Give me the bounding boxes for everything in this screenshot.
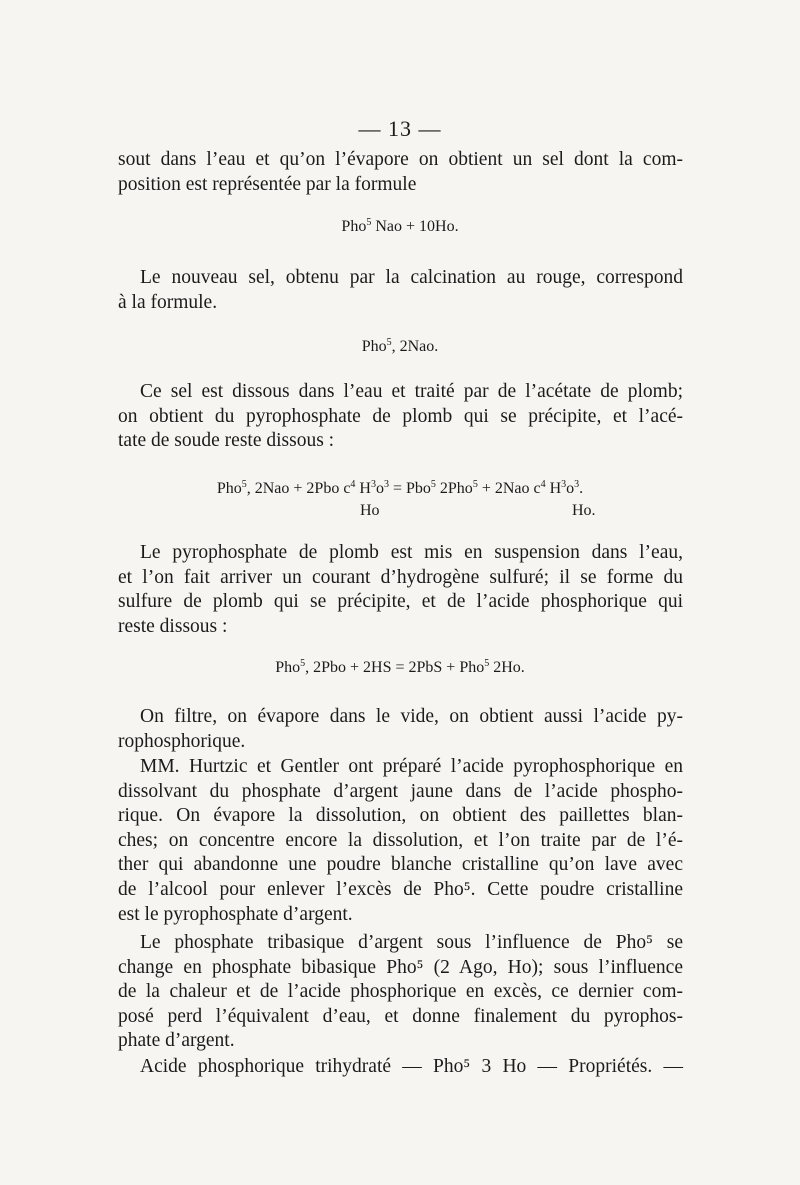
formula-3: Pho$^5$, 2Nao + 2Pbo $c^4$ $H^3o^3 = Pbo^5$ 2Pho$^5$ + 2Nao $c^4$ $H^3o^3$. bbox=[216, 479, 584, 497]
text-line: Le nouveau sel, obtenu par la calcination au rouge, correspond bbox=[140, 267, 683, 288]
text-line: est le pyrophosphate d’argent. bbox=[118, 903, 353, 925]
text-line: on obtient du pyrophosphate de plomb qui se précipite, et l’acé- bbox=[118, 405, 683, 427]
text-line: Ce sel est dissous dans l’eau et traité par de l’acétate de plomb; bbox=[140, 381, 683, 402]
text-line: tate de soude reste dissous : bbox=[118, 430, 335, 452]
paragraph-5 bbox=[118, 705, 683, 754]
text-line: rophosphorique. bbox=[118, 730, 246, 752]
text-line: ches; on concentre encore la dissolution, et l’on traite par de l’é- bbox=[118, 829, 683, 851]
paragraph-2 bbox=[118, 266, 683, 315]
page-number: — 13 — bbox=[358, 116, 442, 141]
text-line: On filtre, on évapore dans le vide, on obtient aussi l’acide py- bbox=[140, 706, 683, 727]
paragraph-8 bbox=[118, 1055, 683, 1080]
text-line: MM. Hurtzic et Gentler ont préparé l’acide pyrophosphorique en bbox=[140, 756, 683, 777]
text-line: change en phosphate bibasique Pho⁵ (2 Ago, Ho); sous l’influence bbox=[118, 956, 683, 978]
text-line: posé perd l’équivalent d’eau, et donne finalement du pyrophos- bbox=[118, 1005, 683, 1027]
text-line: dissolvant du phosphate d’argent jaune dans de l’acide phospho- bbox=[118, 780, 683, 802]
formula-3-subscript-right: Ho. bbox=[572, 502, 596, 519]
text-line: à la formule. bbox=[118, 291, 218, 313]
text-line: sout dans l’eau et qu’on l’évapore on obtient un sel dont la com- bbox=[118, 149, 683, 170]
paragraph-6 bbox=[118, 755, 683, 927]
paragraph-7 bbox=[118, 931, 683, 1054]
text-line: sulfure de plomb qui se précipite, et de l’acide phosphorique qui bbox=[118, 591, 683, 613]
text-line: Le phosphate tribasique d’argent sous l’influence de Pho⁵ se bbox=[140, 932, 683, 953]
paragraph-4 bbox=[118, 541, 683, 639]
text-line: position est représentée par la formule bbox=[118, 173, 417, 195]
formula-1: Pho$^5$ Nao + 10Ho. bbox=[341, 217, 459, 235]
text-line: reste dissous : bbox=[118, 615, 228, 637]
formula-2: Pho$^5$, 2Nao. bbox=[361, 337, 439, 355]
formula-3-subscript-left: Ho bbox=[360, 502, 380, 519]
text-line: Acide phosphorique trihydraté — Pho⁵ 3 Ho — Propriétés. — bbox=[140, 1056, 683, 1077]
formula-4: Pho$^5$, 2Pbo + 2HS = 2PbS + Pho$^5$ 2Ho. bbox=[275, 658, 525, 676]
text-line: de l’alcool pour enlever l’excès de Pho⁵. Cette poudre cristalline bbox=[118, 878, 683, 900]
text-line: et l’on fait arriver un courant d’hydrogène sulfuré; il se forme du bbox=[118, 566, 683, 588]
text-line: Le pyrophosphate de plomb est mis en suspension dans l’eau, bbox=[140, 542, 683, 563]
text-line: rique. On évapore la dissolution, on obtient des paillettes blan- bbox=[118, 805, 683, 827]
text-line: de la chaleur et de l’acide phosphorique en excès, ce dernier com- bbox=[118, 981, 683, 1003]
paragraph-3 bbox=[118, 380, 683, 454]
text-line: ther qui abandonne une poudre blanche cristalline qu’on lave avec bbox=[118, 854, 683, 876]
paragraph-1 bbox=[118, 148, 683, 197]
text-line: phate d’argent. bbox=[118, 1030, 235, 1052]
